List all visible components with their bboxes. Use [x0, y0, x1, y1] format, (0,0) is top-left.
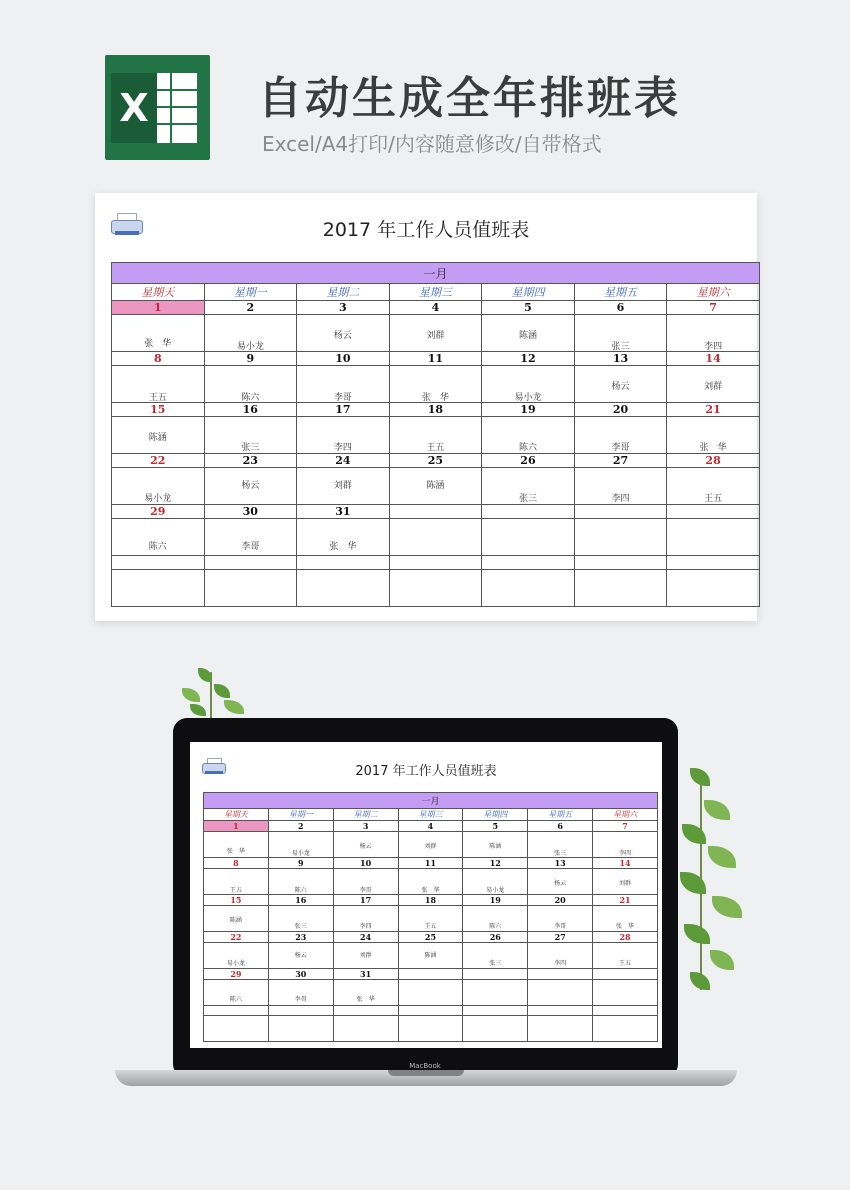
date-cell[interactable]: 17	[333, 895, 398, 906]
date-cell[interactable]: 19	[482, 403, 575, 417]
date-cell[interactable]	[593, 969, 658, 980]
duty-cell[interactable]	[574, 417, 667, 454]
staff-name: 李四	[554, 960, 567, 967]
duty-cell[interactable]	[398, 906, 463, 932]
date-cell[interactable]: 25	[389, 454, 482, 468]
date-cell[interactable]	[463, 1006, 528, 1016]
duty-cell[interactable]	[204, 832, 269, 858]
date-cell[interactable]	[333, 1006, 398, 1016]
date-cell[interactable]: 20	[574, 403, 667, 417]
staff-name: 李哥	[294, 996, 307, 1003]
weekday-header: 星期天	[112, 284, 205, 301]
staff-name: 刘群	[704, 382, 723, 392]
duty-cell[interactable]	[593, 980, 658, 1006]
date-cell[interactable]: 21	[593, 895, 658, 906]
duty-cell[interactable]	[389, 570, 482, 607]
date-cell[interactable]: 11	[389, 352, 482, 366]
duty-cell[interactable]	[389, 315, 482, 352]
staff-name: 张 华	[226, 848, 245, 855]
date-cell[interactable]: 25	[398, 932, 463, 943]
date-cell[interactable]: 26	[463, 932, 528, 943]
duty-cell[interactable]	[482, 417, 575, 454]
date-cell[interactable]: 29	[204, 969, 269, 980]
staff-name: 李哥	[554, 923, 567, 930]
duty-cell[interactable]	[528, 832, 593, 858]
date-cell[interactable]: 6	[528, 821, 593, 832]
staff-name: 刘群	[359, 952, 372, 959]
duty-cell[interactable]	[204, 315, 297, 352]
date-cell[interactable]: 13	[528, 858, 593, 869]
duty-cell[interactable]	[398, 869, 463, 895]
staff-name: 张三	[554, 850, 567, 857]
duty-cell[interactable]	[112, 519, 205, 556]
date-cell[interactable]: 24	[333, 932, 398, 943]
laptop-notch	[388, 1070, 464, 1076]
staff-name: 陈涵	[424, 952, 437, 959]
date-cell[interactable]	[398, 1006, 463, 1016]
duty-cell[interactable]	[333, 980, 398, 1006]
duty-cell[interactable]	[333, 1016, 398, 1042]
staff-name: 陈涵	[426, 481, 445, 491]
logo-letter: X	[111, 73, 157, 143]
duty-cell[interactable]	[112, 570, 205, 607]
duty-cell[interactable]	[398, 832, 463, 858]
date-cell[interactable]: 7	[667, 301, 760, 315]
staff-name: 李四	[619, 850, 632, 857]
date-cell[interactable]: 23	[204, 454, 297, 468]
staff-name: 易小龙	[291, 850, 310, 857]
staff-name: 陈六	[518, 443, 537, 453]
staff-name: 李哥	[241, 542, 260, 552]
duty-cell[interactable]	[204, 943, 269, 969]
staff-name: 张 华	[329, 542, 357, 552]
staff-name: 张 华	[421, 393, 449, 403]
date-cell[interactable]: 18	[389, 403, 482, 417]
staff-name: 陈六	[241, 393, 260, 403]
weekday-header: 星期六	[593, 809, 658, 821]
duty-cell[interactable]	[667, 468, 760, 505]
staff-name: 张三	[489, 960, 502, 967]
duty-cell[interactable]	[398, 943, 463, 969]
staff-name: 杨云	[554, 880, 567, 887]
duty-cell[interactable]	[112, 417, 205, 454]
staff-name: 张三	[294, 923, 307, 930]
date-cell[interactable]: 30	[204, 505, 297, 519]
staff-name: 易小龙	[514, 393, 542, 403]
staff-name: 王五	[229, 887, 242, 894]
date-cell[interactable]: 27	[574, 454, 667, 468]
date-cell[interactable]	[667, 505, 760, 519]
duty-cell[interactable]	[482, 468, 575, 505]
date-cell[interactable]	[574, 505, 667, 519]
duty-cell[interactable]	[667, 315, 760, 352]
month-header: 一月	[112, 263, 760, 284]
date-cell[interactable]: 14	[593, 858, 658, 869]
date-cell[interactable]: 6	[574, 301, 667, 315]
staff-name: 李四	[359, 923, 372, 930]
duty-cell[interactable]	[482, 570, 575, 607]
duty-cell[interactable]	[297, 417, 390, 454]
date-cell[interactable]: 26	[482, 454, 575, 468]
month-header: 一月	[204, 793, 658, 809]
date-cell[interactable]	[398, 969, 463, 980]
duty-cell[interactable]	[333, 906, 398, 932]
staff-name: 王五	[424, 923, 437, 930]
duty-cell[interactable]	[204, 1016, 269, 1042]
date-cell[interactable]: 28	[593, 932, 658, 943]
date-cell[interactable]	[112, 556, 205, 570]
duty-cell[interactable]	[112, 468, 205, 505]
duty-cell[interactable]	[482, 519, 575, 556]
duty-cell[interactable]	[297, 366, 390, 403]
staff-name: 王五	[619, 960, 632, 967]
staff-name: 王五	[704, 494, 723, 504]
duty-cell[interactable]	[204, 468, 297, 505]
date-cell[interactable]: 4	[389, 301, 482, 315]
date-cell[interactable]: 22	[112, 454, 205, 468]
date-cell[interactable]: 28	[667, 454, 760, 468]
duty-cell[interactable]	[667, 519, 760, 556]
duty-cell[interactable]	[268, 906, 333, 932]
staff-name: 李四	[333, 443, 352, 453]
duty-cell[interactable]	[482, 366, 575, 403]
duty-cell[interactable]	[463, 1016, 528, 1042]
staff-name: 李哥	[611, 443, 630, 453]
staff-name: 王五	[148, 393, 167, 403]
date-cell[interactable]: 7	[593, 821, 658, 832]
duty-cell[interactable]	[333, 832, 398, 858]
duty-cell[interactable]	[297, 315, 390, 352]
staff-name: 张三	[518, 494, 537, 504]
date-cell[interactable]: 3	[333, 821, 398, 832]
weekday-header: 星期四	[482, 284, 575, 301]
duty-cell[interactable]	[204, 570, 297, 607]
duty-cell[interactable]	[667, 417, 760, 454]
weekday-header: 星期天	[204, 809, 269, 821]
weekday-header: 星期二	[333, 809, 398, 821]
weekday-header: 星期三	[398, 809, 463, 821]
duty-cell[interactable]	[268, 869, 333, 895]
duty-cell[interactable]	[333, 869, 398, 895]
duty-cell[interactable]	[112, 315, 205, 352]
date-cell[interactable]: 11	[398, 858, 463, 869]
excel-logo-icon	[105, 55, 210, 160]
duty-cell[interactable]	[574, 366, 667, 403]
page-subtitle: Excel/A4打印/内容随意修改/自带格式	[262, 132, 602, 156]
duty-cell[interactable]	[463, 832, 528, 858]
sheet-title: 2017 年工作人员值班表	[355, 764, 497, 779]
staff-name: 张 华	[421, 887, 440, 894]
staff-name: 张 华	[699, 443, 727, 453]
staff-name: 陈涵	[229, 917, 242, 924]
date-cell[interactable]	[389, 505, 482, 519]
duty-cell[interactable]	[574, 570, 667, 607]
staff-name: 张 华	[616, 923, 635, 930]
staff-name: 陈六	[229, 996, 242, 1003]
duty-cell[interactable]	[204, 980, 269, 1006]
staff-name: 陈六	[294, 887, 307, 894]
date-cell[interactable]: 20	[528, 895, 593, 906]
duty-cell[interactable]	[528, 1016, 593, 1042]
schedule-table	[111, 262, 760, 607]
weekday-header: 星期一	[204, 284, 297, 301]
duty-cell[interactable]	[297, 519, 390, 556]
staff-name: 杨云	[241, 481, 260, 491]
duty-cell[interactable]	[204, 519, 297, 556]
duty-cell[interactable]	[593, 906, 658, 932]
duty-cell[interactable]	[667, 570, 760, 607]
staff-name: 张三	[611, 342, 630, 352]
date-cell[interactable]	[528, 969, 593, 980]
duty-cell[interactable]	[593, 832, 658, 858]
duty-cell[interactable]	[463, 980, 528, 1006]
date-cell[interactable]	[268, 1006, 333, 1016]
date-cell[interactable]	[204, 1006, 269, 1016]
date-cell[interactable]: 4	[398, 821, 463, 832]
date-cell[interactable]: 16	[268, 895, 333, 906]
staff-name: 杨云	[359, 843, 372, 850]
duty-cell[interactable]	[593, 943, 658, 969]
date-cell[interactable]: 18	[398, 895, 463, 906]
duty-cell[interactable]	[398, 980, 463, 1006]
date-cell[interactable]: 24	[297, 454, 390, 468]
weekday-header: 星期四	[463, 809, 528, 821]
date-cell[interactable]: 10	[333, 858, 398, 869]
sheet-title: 2017 年工作人员值班表	[322, 219, 530, 241]
duty-cell[interactable]	[463, 906, 528, 932]
duty-cell[interactable]	[463, 943, 528, 969]
staff-name: 陈涵	[489, 843, 502, 850]
date-cell[interactable]: 12	[482, 352, 575, 366]
duty-cell[interactable]	[268, 980, 333, 1006]
date-cell[interactable]	[463, 969, 528, 980]
page-title: 自动生成全年排班表	[258, 73, 681, 124]
date-cell[interactable]: 1	[204, 821, 269, 832]
date-cell[interactable]: 13	[574, 352, 667, 366]
duty-cell[interactable]	[574, 519, 667, 556]
date-cell[interactable]	[482, 505, 575, 519]
date-cell[interactable]	[482, 556, 575, 570]
date-cell[interactable]: 3	[297, 301, 390, 315]
staff-name: 王五	[426, 443, 445, 453]
weekday-header: 星期五	[528, 809, 593, 821]
date-cell[interactable]: 8	[112, 352, 205, 366]
staff-name: 张三	[241, 443, 260, 453]
staff-name: 杨云	[611, 382, 630, 392]
staff-name: 陈六	[148, 542, 167, 552]
duty-cell[interactable]	[389, 417, 482, 454]
staff-name: 刘群	[424, 843, 437, 850]
date-cell[interactable]: 17	[297, 403, 390, 417]
weekday-header: 星期六	[667, 284, 760, 301]
date-cell[interactable]	[297, 556, 390, 570]
staff-name: 易小龙	[226, 960, 245, 967]
date-cell[interactable]	[574, 556, 667, 570]
laptop-schedule-table	[203, 792, 658, 1042]
staff-name: 张 华	[144, 339, 172, 349]
date-cell[interactable]	[204, 556, 297, 570]
duty-cell[interactable]	[574, 315, 667, 352]
date-cell[interactable]: 14	[667, 352, 760, 366]
date-cell[interactable]: 31	[333, 969, 398, 980]
staff-name: 杨云	[333, 331, 352, 341]
duty-cell[interactable]	[204, 869, 269, 895]
staff-name: 李四	[611, 494, 630, 504]
weekday-header: 星期五	[574, 284, 667, 301]
duty-cell[interactable]	[389, 468, 482, 505]
date-cell[interactable]: 12	[463, 858, 528, 869]
date-cell[interactable]	[593, 1006, 658, 1016]
duty-cell[interactable]	[593, 1016, 658, 1042]
date-cell[interactable]: 9	[268, 858, 333, 869]
weekday-header: 星期一	[268, 809, 333, 821]
duty-cell[interactable]	[268, 832, 333, 858]
date-cell[interactable]: 21	[667, 403, 760, 417]
date-cell[interactable]: 15	[112, 403, 205, 417]
staff-name: 陈涵	[518, 331, 537, 341]
weekday-header: 星期三	[389, 284, 482, 301]
date-cell[interactable]	[667, 556, 760, 570]
laptop-brand: MacBook	[409, 1062, 441, 1070]
duty-cell[interactable]	[528, 906, 593, 932]
duty-cell[interactable]	[574, 468, 667, 505]
duty-cell[interactable]	[333, 943, 398, 969]
duty-cell[interactable]	[112, 366, 205, 403]
duty-cell[interactable]	[389, 366, 482, 403]
weekday-header: 星期二	[297, 284, 390, 301]
duty-cell[interactable]	[528, 943, 593, 969]
staff-name: 李哥	[359, 887, 372, 894]
date-cell[interactable]: 31	[297, 505, 390, 519]
staff-name: 杨云	[294, 952, 307, 959]
date-cell[interactable]: 2	[204, 301, 297, 315]
staff-name: 易小龙	[486, 887, 505, 894]
date-cell[interactable]: 2	[268, 821, 333, 832]
date-cell[interactable]	[528, 1006, 593, 1016]
staff-name: 刘群	[619, 880, 632, 887]
date-cell[interactable]: 5	[463, 821, 528, 832]
staff-name: 李四	[704, 342, 723, 352]
duty-cell[interactable]	[528, 980, 593, 1006]
staff-name: 刘群	[426, 331, 445, 341]
date-cell[interactable]: 29	[112, 505, 205, 519]
date-cell[interactable]	[389, 556, 482, 570]
date-cell[interactable]: 30	[268, 969, 333, 980]
staff-name: 张 华	[356, 996, 375, 1003]
duty-cell[interactable]	[398, 1016, 463, 1042]
staff-name: 李哥	[333, 393, 352, 403]
duty-cell[interactable]	[297, 468, 390, 505]
duty-cell[interactable]	[482, 315, 575, 352]
date-cell[interactable]: 8	[204, 858, 269, 869]
staff-name: 陈六	[489, 923, 502, 930]
date-cell[interactable]: 1	[112, 301, 205, 315]
date-cell[interactable]: 15	[204, 895, 269, 906]
staff-name: 易小龙	[144, 494, 172, 504]
duty-cell[interactable]	[593, 869, 658, 895]
date-cell[interactable]: 27	[528, 932, 593, 943]
staff-name: 陈涵	[148, 433, 167, 443]
date-cell[interactable]: 19	[463, 895, 528, 906]
duty-cell[interactable]	[204, 906, 269, 932]
staff-name: 易小龙	[236, 342, 264, 352]
date-cell[interactable]: 5	[482, 301, 575, 315]
duty-cell[interactable]	[204, 417, 297, 454]
duty-cell[interactable]	[268, 1016, 333, 1042]
staff-name: 刘群	[333, 481, 352, 491]
date-cell[interactable]: 9	[204, 352, 297, 366]
duty-cell[interactable]	[297, 570, 390, 607]
date-cell[interactable]: 16	[204, 403, 297, 417]
duty-cell[interactable]	[463, 869, 528, 895]
duty-cell[interactable]	[268, 943, 333, 969]
date-cell[interactable]: 10	[297, 352, 390, 366]
date-cell[interactable]: 22	[204, 932, 269, 943]
duty-cell[interactable]	[667, 366, 760, 403]
date-cell[interactable]: 23	[268, 932, 333, 943]
duty-cell[interactable]	[528, 869, 593, 895]
duty-cell[interactable]	[204, 366, 297, 403]
duty-cell[interactable]	[389, 519, 482, 556]
